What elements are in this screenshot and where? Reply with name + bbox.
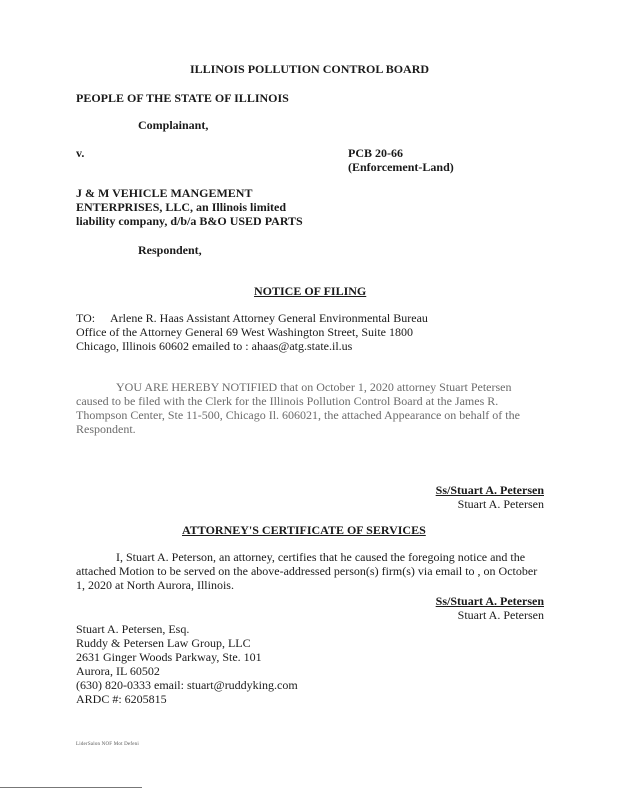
plaintiff-role: Complainant, — [138, 118, 209, 132]
plaintiff-name: PEOPLE OF THE STATE OF ILLINOIS — [76, 91, 289, 105]
to-label: TO: — [76, 311, 96, 325]
contact-line-5: (630) 820-0333 email: stuart@ruddyking.com — [76, 678, 298, 692]
certificate-signature: Ss/Stuart A. Petersen — [435, 594, 544, 608]
certificate-title: ATTORNEY'S CERTIFICATE OF SERVICES — [182, 523, 426, 537]
notice-body-line-1: YOU ARE HEREBY NOTIFIED that on October 1, 2020 attorney Stuart Petersen — [116, 380, 512, 394]
notice-body-line-2: caused to be filed with the Clerk for the Illinois Pollution Control Board at the James R. — [76, 394, 499, 408]
contact-line-1: Stuart A. Petersen, Esq. — [76, 622, 190, 636]
certificate-body-line-1: I, Stuart A. Peterson, an attorney, certifies that he caused the foregoing notice and the — [116, 550, 526, 564]
notice-title: NOTICE OF FILING — [254, 284, 367, 298]
to-line-1: Arlene R. Haas Assistant Attorney General Environmental Bureau — [110, 311, 428, 325]
case-type: (Enforcement-Land) — [348, 160, 454, 174]
case-number: PCB 20-66 — [348, 146, 403, 160]
to-line-3: Chicago, Illinois 60602 emailed to : ahaas@atg.state.il.us — [76, 339, 353, 353]
notice-body-line-3: Thompson Center, Ste 11-500, Chicago Il. 606021, the attached Appearance on behalf of the — [76, 408, 520, 422]
notice-signature: Ss/Stuart A. Petersen — [435, 483, 544, 497]
respondent-line-1: J & M VEHICLE MANGEMENT — [76, 186, 253, 200]
versus-label: v. — [76, 146, 85, 160]
footer-code: LiderSalon NOF Mot Defeni — [76, 742, 139, 747]
respondent-line-3: liability company, d/b/a B&O USED PARTS — [76, 214, 303, 228]
certificate-body-line-3: 1, 2020 at North Aurora, Illinois. — [76, 578, 234, 592]
contact-line-4: Aurora, IL 60502 — [76, 664, 160, 678]
respondent-role: Respondent, — [138, 243, 202, 257]
footer-rule — [0, 787, 142, 788]
contact-line-3: 2631 Ginger Woods Parkway, Ste. 101 — [76, 650, 262, 664]
notice-signature-name: Stuart A. Petersen — [457, 497, 544, 511]
notice-body-line-4: Respondent. — [76, 422, 136, 436]
board-title: ILLINOIS POLLUTION CONTROL BOARD — [190, 62, 430, 76]
respondent-line-2: ENTERPRISES, LLC, an Illinois limited — [76, 200, 287, 214]
contact-line-6: ARDC #: 6205815 — [76, 692, 167, 706]
contact-line-2: Ruddy & Petersen Law Group, LLC — [76, 636, 251, 650]
to-line-2: Office of the Attorney General 69 West Washington Street, Suite 1800 — [76, 325, 414, 339]
certificate-body-line-2: attached Motion to be served on the above-addressed person(s) firm(s) via email to , on October — [76, 564, 538, 578]
certificate-signature-name: Stuart A. Petersen — [457, 608, 544, 622]
